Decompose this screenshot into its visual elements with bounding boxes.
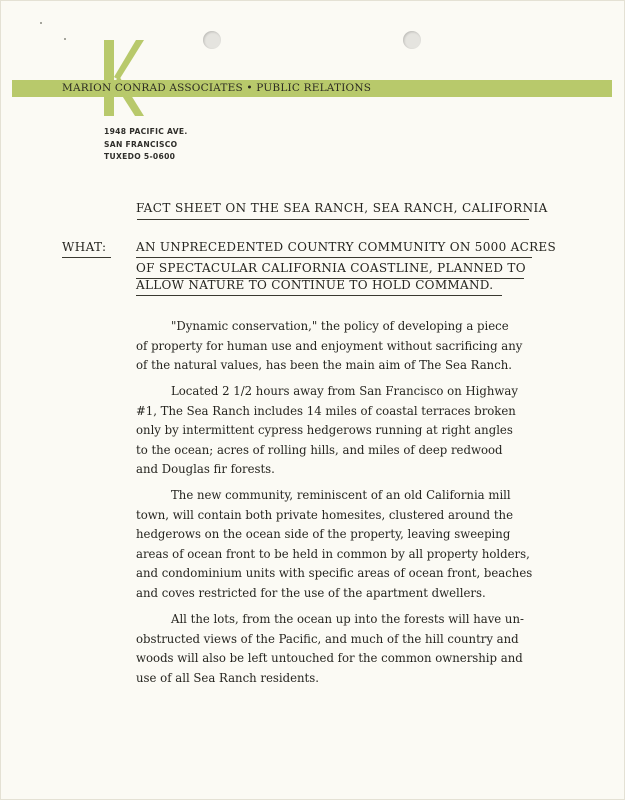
- paragraph-line: only by intermittent cypress hedgerows running at right angles: [136, 423, 513, 437]
- paragraph-line: All the lots, from the ocean up into the forests will have un-: [171, 612, 524, 626]
- what-line: OF SPECTACULAR CALIFORNIA COASTLINE, PLANNED TO: [136, 261, 526, 275]
- paragraph-line: and condominium units with specific areas of ocean front, beaches: [136, 566, 533, 580]
- paper-speck: [40, 22, 42, 24]
- paragraph-line: to the ocean; acres of rolling hills, and miles of deep redwood: [136, 443, 503, 457]
- paragraph-line: "Dynamic conservation," the policy of developing a piece: [171, 319, 509, 333]
- paragraph-line: of property for human use and enjoyment without sacrificing any: [136, 339, 523, 353]
- paragraph-line: and Douglas fir forests.: [136, 462, 275, 476]
- punch-hole-right: [403, 31, 421, 49]
- firm-name: MARION CONRAD ASSOCIATES • PUBLIC RELATIONS: [62, 82, 372, 94]
- fact-sheet-title: FACT SHEET ON THE SEA RANCH, SEA RANCH, CALIFORNIA: [136, 201, 548, 215]
- what-label: WHAT:: [62, 240, 107, 254]
- k-monogram-logo: [102, 40, 144, 116]
- what-line-underline: [136, 295, 502, 296]
- punch-hole-left: [203, 31, 221, 49]
- paragraph-line: and coves restricted for the use of the apartment dwellers.: [136, 586, 486, 600]
- paragraph-line: use of all Sea Ranch residents.: [136, 671, 319, 685]
- what-line: AN UNPRECEDENTED COUNTRY COMMUNITY ON 5000 ACRES: [136, 240, 556, 254]
- what-line-underline: [136, 257, 532, 258]
- address-city: SAN FRANCISCO: [104, 139, 178, 149]
- title-underline: [137, 219, 529, 220]
- what-line: ALLOW NATURE TO CONTINUE TO HOLD COMMAND.: [136, 278, 494, 292]
- paragraph-line: The new community, reminiscent of an old California mill: [171, 488, 511, 502]
- paragraph-line: obstructed views of the Pacific, and much of the hill country and: [136, 632, 519, 646]
- paragraph-line: areas of ocean front to be held in common by all property holders,: [136, 547, 530, 561]
- address-phone: TUXEDO 5-0600: [104, 152, 176, 162]
- paragraph-line: hedgerows on the ocean side of the property, leaving sweeping: [136, 527, 511, 541]
- paragraph-line: #1, The Sea Ranch includes 14 miles of coastal terraces broken: [136, 404, 516, 418]
- paragraph-line: of the natural values, has been the main aim of The Sea Ranch.: [136, 358, 512, 372]
- letterhead-address: [104, 126, 188, 164]
- paragraph-line: town, will contain both private homesites, clustered around the: [136, 508, 513, 522]
- paragraph-line: Located 2 1/2 hours away from San Francisco on Highway: [171, 384, 518, 398]
- paragraph-line: woods will also be left untouched for the common ownership and: [136, 651, 523, 665]
- what-label-underline: [62, 257, 111, 258]
- paper-speck: [64, 38, 66, 40]
- address-street: 1948 PACIFIC AVE.: [104, 127, 188, 136]
